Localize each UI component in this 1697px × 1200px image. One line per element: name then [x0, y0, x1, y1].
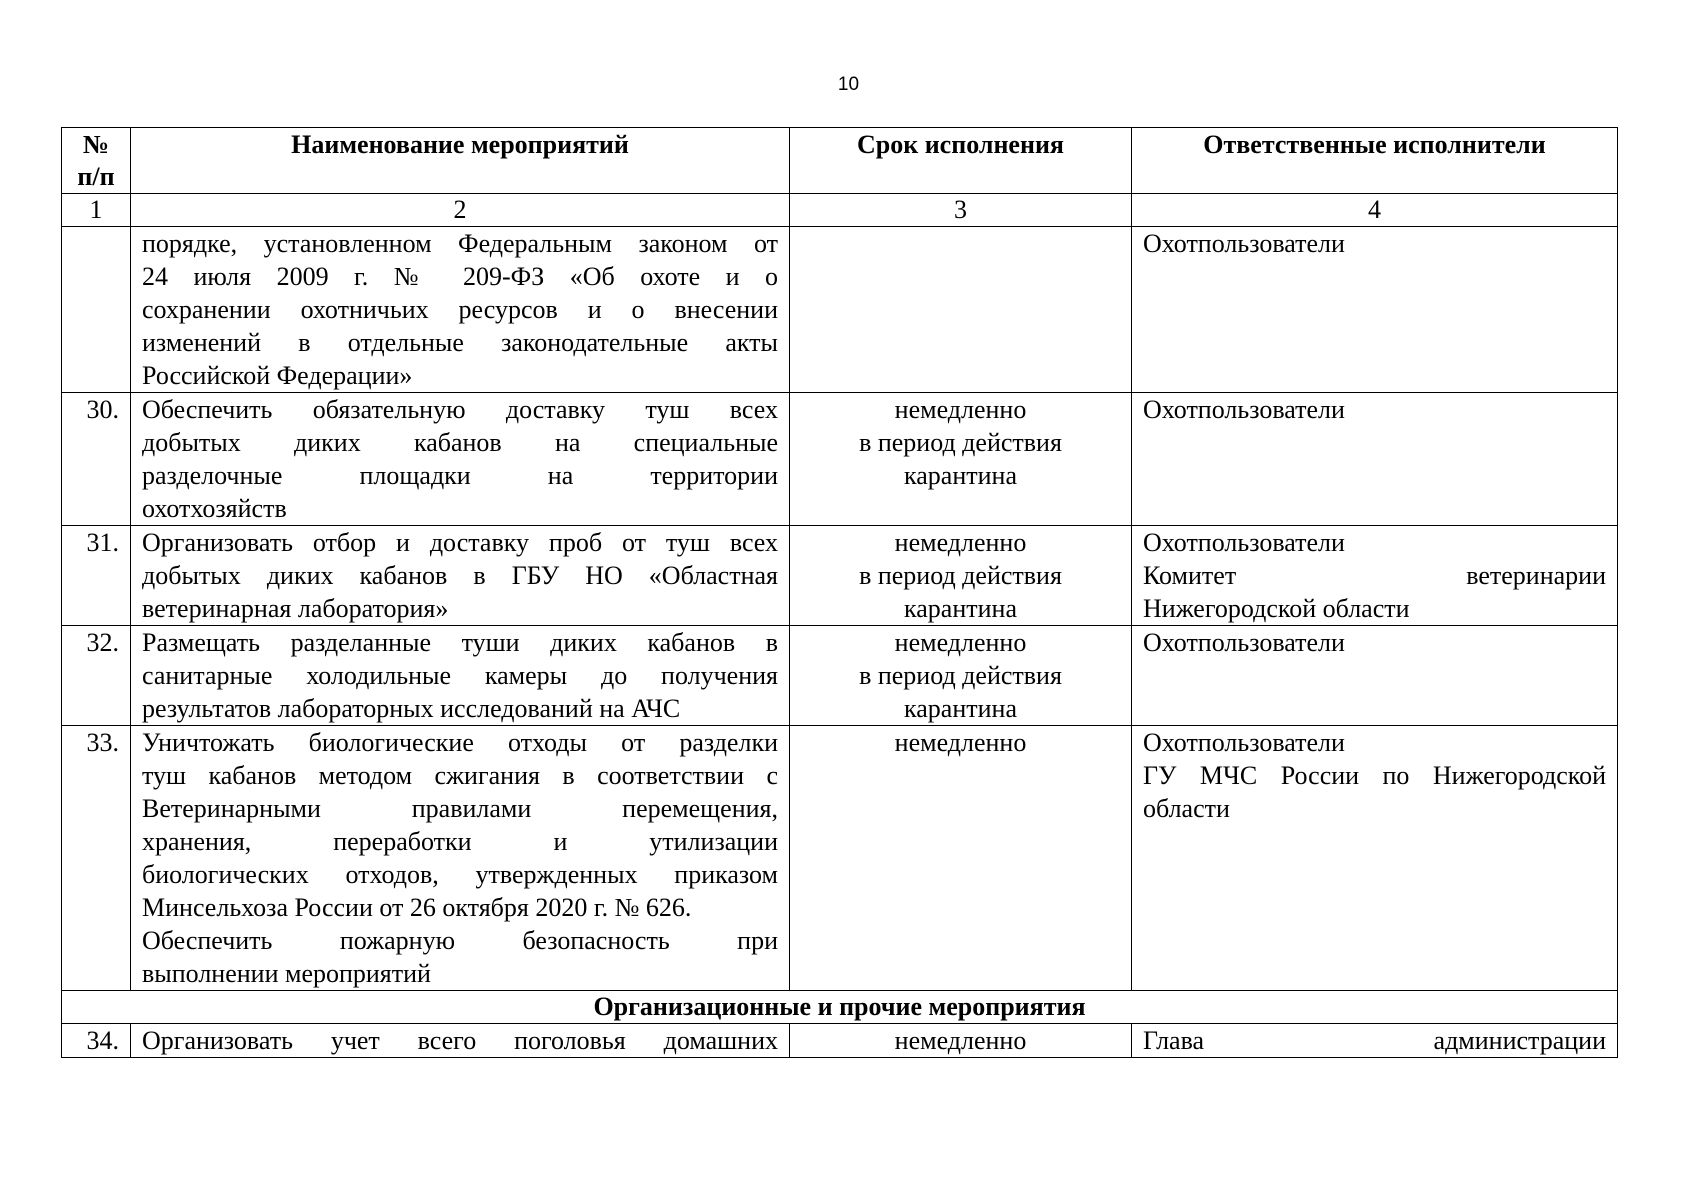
measure-line: ветеринарная лаборатория» — [142, 594, 449, 623]
responsible — [1132, 526, 1618, 626]
header-responsible: Ответственные исполнители — [1132, 128, 1618, 194]
responsible-line: Комитет ветеринарии — [1143, 561, 1606, 590]
deadline — [790, 227, 1132, 393]
row-number: 30. — [62, 393, 131, 526]
deadline — [790, 626, 1132, 726]
table-row — [62, 726, 1618, 991]
measure-line: Обеспечить обязательную доставку туш всех — [142, 395, 778, 424]
measure-name — [131, 526, 790, 626]
measure-name — [131, 227, 790, 393]
row-number: 31. — [62, 526, 131, 626]
responsible — [1132, 393, 1618, 526]
responsible-line: Нижегородской области — [1143, 594, 1410, 623]
table-row — [62, 1024, 1618, 1058]
responsible — [1132, 1024, 1618, 1058]
measure-line: хранения, переработки и утилизации — [142, 827, 778, 856]
header-number — [62, 128, 131, 194]
measure-name — [131, 1024, 790, 1058]
measure-line: охотхозяйств — [142, 494, 287, 523]
deadline-line: карантина — [904, 461, 1017, 490]
deadline — [790, 393, 1132, 526]
deadline-line: карантина — [904, 694, 1017, 723]
measure-name — [131, 393, 790, 526]
responsible-line: Охотпользователи — [1143, 728, 1345, 757]
column-index-row — [62, 194, 1618, 227]
measure-line: туш кабанов методом сжигания в соответствии с — [142, 761, 778, 790]
deadline-line: немедленно — [894, 728, 1027, 757]
measure-line: разделочные площадки на территории — [142, 461, 778, 490]
column-index-3: 3 — [790, 194, 1132, 227]
table-row — [62, 393, 1618, 526]
measure-line: санитарные холодильные камеры до получения — [142, 661, 778, 690]
measure-line: Обеспечить пожарную безопасность при — [142, 926, 778, 955]
column-index-1: 1 — [62, 194, 131, 227]
responsible — [1132, 726, 1618, 991]
deadline-line: карантина — [904, 594, 1017, 623]
table-row — [62, 626, 1618, 726]
responsible-line: ГУ МЧС России по Нижегородской — [1143, 761, 1606, 790]
measure-line: результатов лабораторных исследований на АЧС — [142, 694, 681, 723]
table-row — [62, 526, 1618, 626]
row-number: 33. — [62, 726, 131, 991]
measure-line: Ветеринарными правилами перемещения, — [142, 794, 778, 823]
row-number: 32. — [62, 626, 131, 726]
deadline-line: немедленно — [894, 1026, 1027, 1055]
deadline-line: в период действия — [859, 661, 1062, 690]
deadline — [790, 526, 1132, 626]
page-number: 10 — [837, 74, 860, 95]
responsible-line: Охотпользователи — [1143, 528, 1345, 557]
measure-line: Уничтожать биологические отходы от разделки — [142, 728, 778, 757]
deadline-line: немедленно — [894, 528, 1027, 557]
table-header-row — [62, 128, 1618, 194]
deadline-line: в период действия — [859, 428, 1062, 457]
measure-line: Минсельхоза России от 26 октября 2020 г. № 626. — [142, 893, 692, 922]
section-title: Организационные и прочие мероприятия — [62, 991, 1618, 1024]
measure-line: добытых диких кабанов на специальные — [142, 428, 778, 457]
measure-name — [131, 726, 790, 991]
section-row — [62, 991, 1618, 1024]
measure-line: изменений в отдельные законодательные акты — [142, 328, 778, 357]
column-index-4: 4 — [1132, 194, 1618, 227]
measure-line: Организовать отбор и доставку проб от туш всех — [142, 528, 778, 557]
deadline — [790, 726, 1132, 991]
measure-line: Российской Федерации» — [142, 361, 413, 390]
header-number-symbol: № — [82, 130, 110, 159]
column-index-2: 2 — [131, 194, 790, 227]
responsible-line: Охотпользователи — [1143, 628, 1345, 657]
responsible-line: Охотпользователи — [1143, 229, 1345, 258]
measure-line: выполнении мероприятий — [142, 959, 431, 988]
responsible-line: Охотпользователи — [1143, 395, 1345, 424]
header-number-abbr: п/п — [77, 162, 115, 191]
responsible-line: Глава администрации — [1143, 1026, 1606, 1055]
responsible — [1132, 626, 1618, 726]
row-number — [62, 227, 131, 393]
measure-line: 24 июля 2009 г. № 209-ФЗ «Об охоте и о — [142, 262, 778, 291]
measure-line: порядке, установленном Федеральным законом от — [142, 229, 778, 258]
deadline-line: немедленно — [894, 628, 1027, 657]
deadline-line: немедленно — [894, 395, 1027, 424]
deadline-line: в период действия — [859, 561, 1062, 590]
table-row — [62, 227, 1618, 393]
measure-line: добытых диких кабанов в ГБУ НО «Областная — [142, 561, 778, 590]
measure-line: Организовать учет всего поголовья домашних — [142, 1026, 778, 1055]
measure-line: сохранении охотничьих ресурсов и о внесении — [142, 295, 778, 324]
header-deadline: Срок исполнения — [790, 128, 1132, 194]
responsible — [1132, 227, 1618, 393]
measure-line: биологических отходов, утвержденных приказом — [142, 860, 778, 889]
measure-line: Размещать разделанные туши диких кабанов в — [142, 628, 778, 657]
responsible-line: области — [1143, 794, 1230, 823]
measure-name — [131, 626, 790, 726]
measures-table — [61, 127, 1618, 1058]
deadline — [790, 1024, 1132, 1058]
row-number: 34. — [62, 1024, 131, 1058]
header-measure-name: Наименование мероприятий — [131, 128, 790, 194]
